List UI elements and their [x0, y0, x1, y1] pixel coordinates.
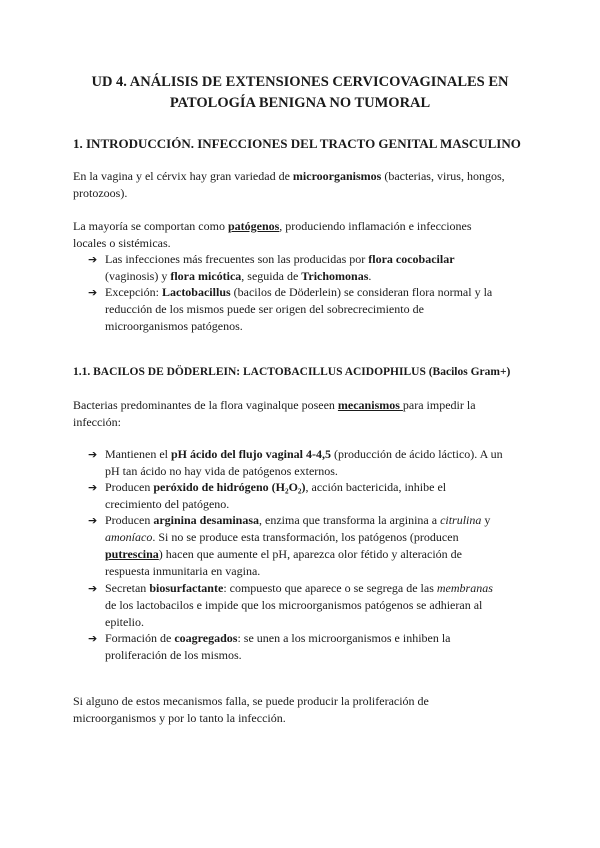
intro-paragraph-1: En la vagina y el cérvix hay gran variedad de microorganismos (bacterias, virus, hongos, protozoos). — [73, 169, 505, 200]
mechanisms-intro: Bacterias predominantes de la flora vaginalque poseen mecanismos para impedir la infección: — [73, 398, 476, 429]
arrow-bullet-icon: ➔ — [88, 514, 98, 527]
arrow-bullet-icon: ➔ — [88, 253, 98, 266]
title-line-2: PATOLOGÍA BENIGNA NO TUMORAL — [169, 95, 431, 111]
intro-paragraph-2: La mayoría se comportan como patógenos, produciendo inflamación e infecciones locales o sistémicas. — [73, 219, 472, 250]
arrow-bullet-icon: ➔ — [88, 286, 98, 299]
section-1-1-heading: 1.1. BACILOS DE DÖDERLEIN: LACTOBACILLUS ACIDOPHILUS (Bacilos Gram+) — [73, 366, 511, 378]
arrow-bullet-icon: ➔ — [88, 448, 98, 461]
closing-paragraph: Si alguno de estos mecanismos falla, se puede producir la proliferación de microorganismos y por lo tanto la infección. — [73, 694, 429, 725]
section-1-heading: 1. INTRODUCCIÓN. INFECCIONES DEL TRACTO GENITAL MASCULINO — [73, 136, 521, 151]
document-page: UD 4. ANÁLISIS DE EXTENSIONES CERVICOVAGINALES EN PATOLOGÍA BENIGNA NO TUMORAL 1. INTRODUCCIÓN. INFECCIONES DEL TRACTO GENITAL MASCULINO En la vagina y el cérvix hay gran variedad de microorganismos (bacterias, virus, hongos, protozoos). La mayoría se comportan como patógenos, produciendo inflamación e infecciones locales o sistémicas. ➔ Las infecciones más frecuentes son las producidas por flora cocobacilar (vaginosis) y flora micótica, seguida de Trichomonas. ➔ Excepción: Lactobacillus (bacilos de Döderlein) se consideran flora normal y la reducción de los mismos puede ser origen del sobrecrecimiento de microorganismos patógenos. 1.1. BACILOS DE DÖDERLEIN: LACTOBACILLUS ACIDOPHILUS (Bacilos Gram+) Bacterias predominantes de la flora vaginalque poseen mecanismos para impedir la infección: ➔ Mantienen el pH ácido del flujo vaginal 4-4,5 (producción de ácido láctico). A un pH tan ácido no hay vida de patógenos externos. ➔ Producen peróxido de hidrógeno (H₂O₂), acción bactericida, inhibe el crecimiento del patógeno. ➔ Producen arginina desaminasa, enzima que transforma la arginina a citrulina y amoníaco. Si no se produce esta transformación, los patógenos (producen putrescina) hacen que aumente el pH, aparezca olor fétido y alteración de respuesta inmunitaria en vagina. ➔ Secretan biosurfactante: compuesto que aparece o se segrega de las membranas de los lactobacilos e impide que los microorganismos patógenos se adhieran al epitelio. ➔ Formación de coagregados: se unen a los microorganismos e inhiben la proliferación de los mismos. Si alguno de estos mecanismos falla, se puede producir la proliferación de microorganismos y por lo tanto la infección. — [0, 0, 600, 848]
document-title — [60, 72, 540, 114]
arrow-bullet-icon: ➔ — [88, 481, 98, 494]
title-line-1: UD 4. ANÁLISIS DE EXTENSIONES CERVICOVAGINALES EN — [91, 74, 509, 90]
arrow-bullet-icon: ➔ — [88, 632, 98, 645]
arrow-bullet-icon: ➔ — [88, 582, 98, 595]
